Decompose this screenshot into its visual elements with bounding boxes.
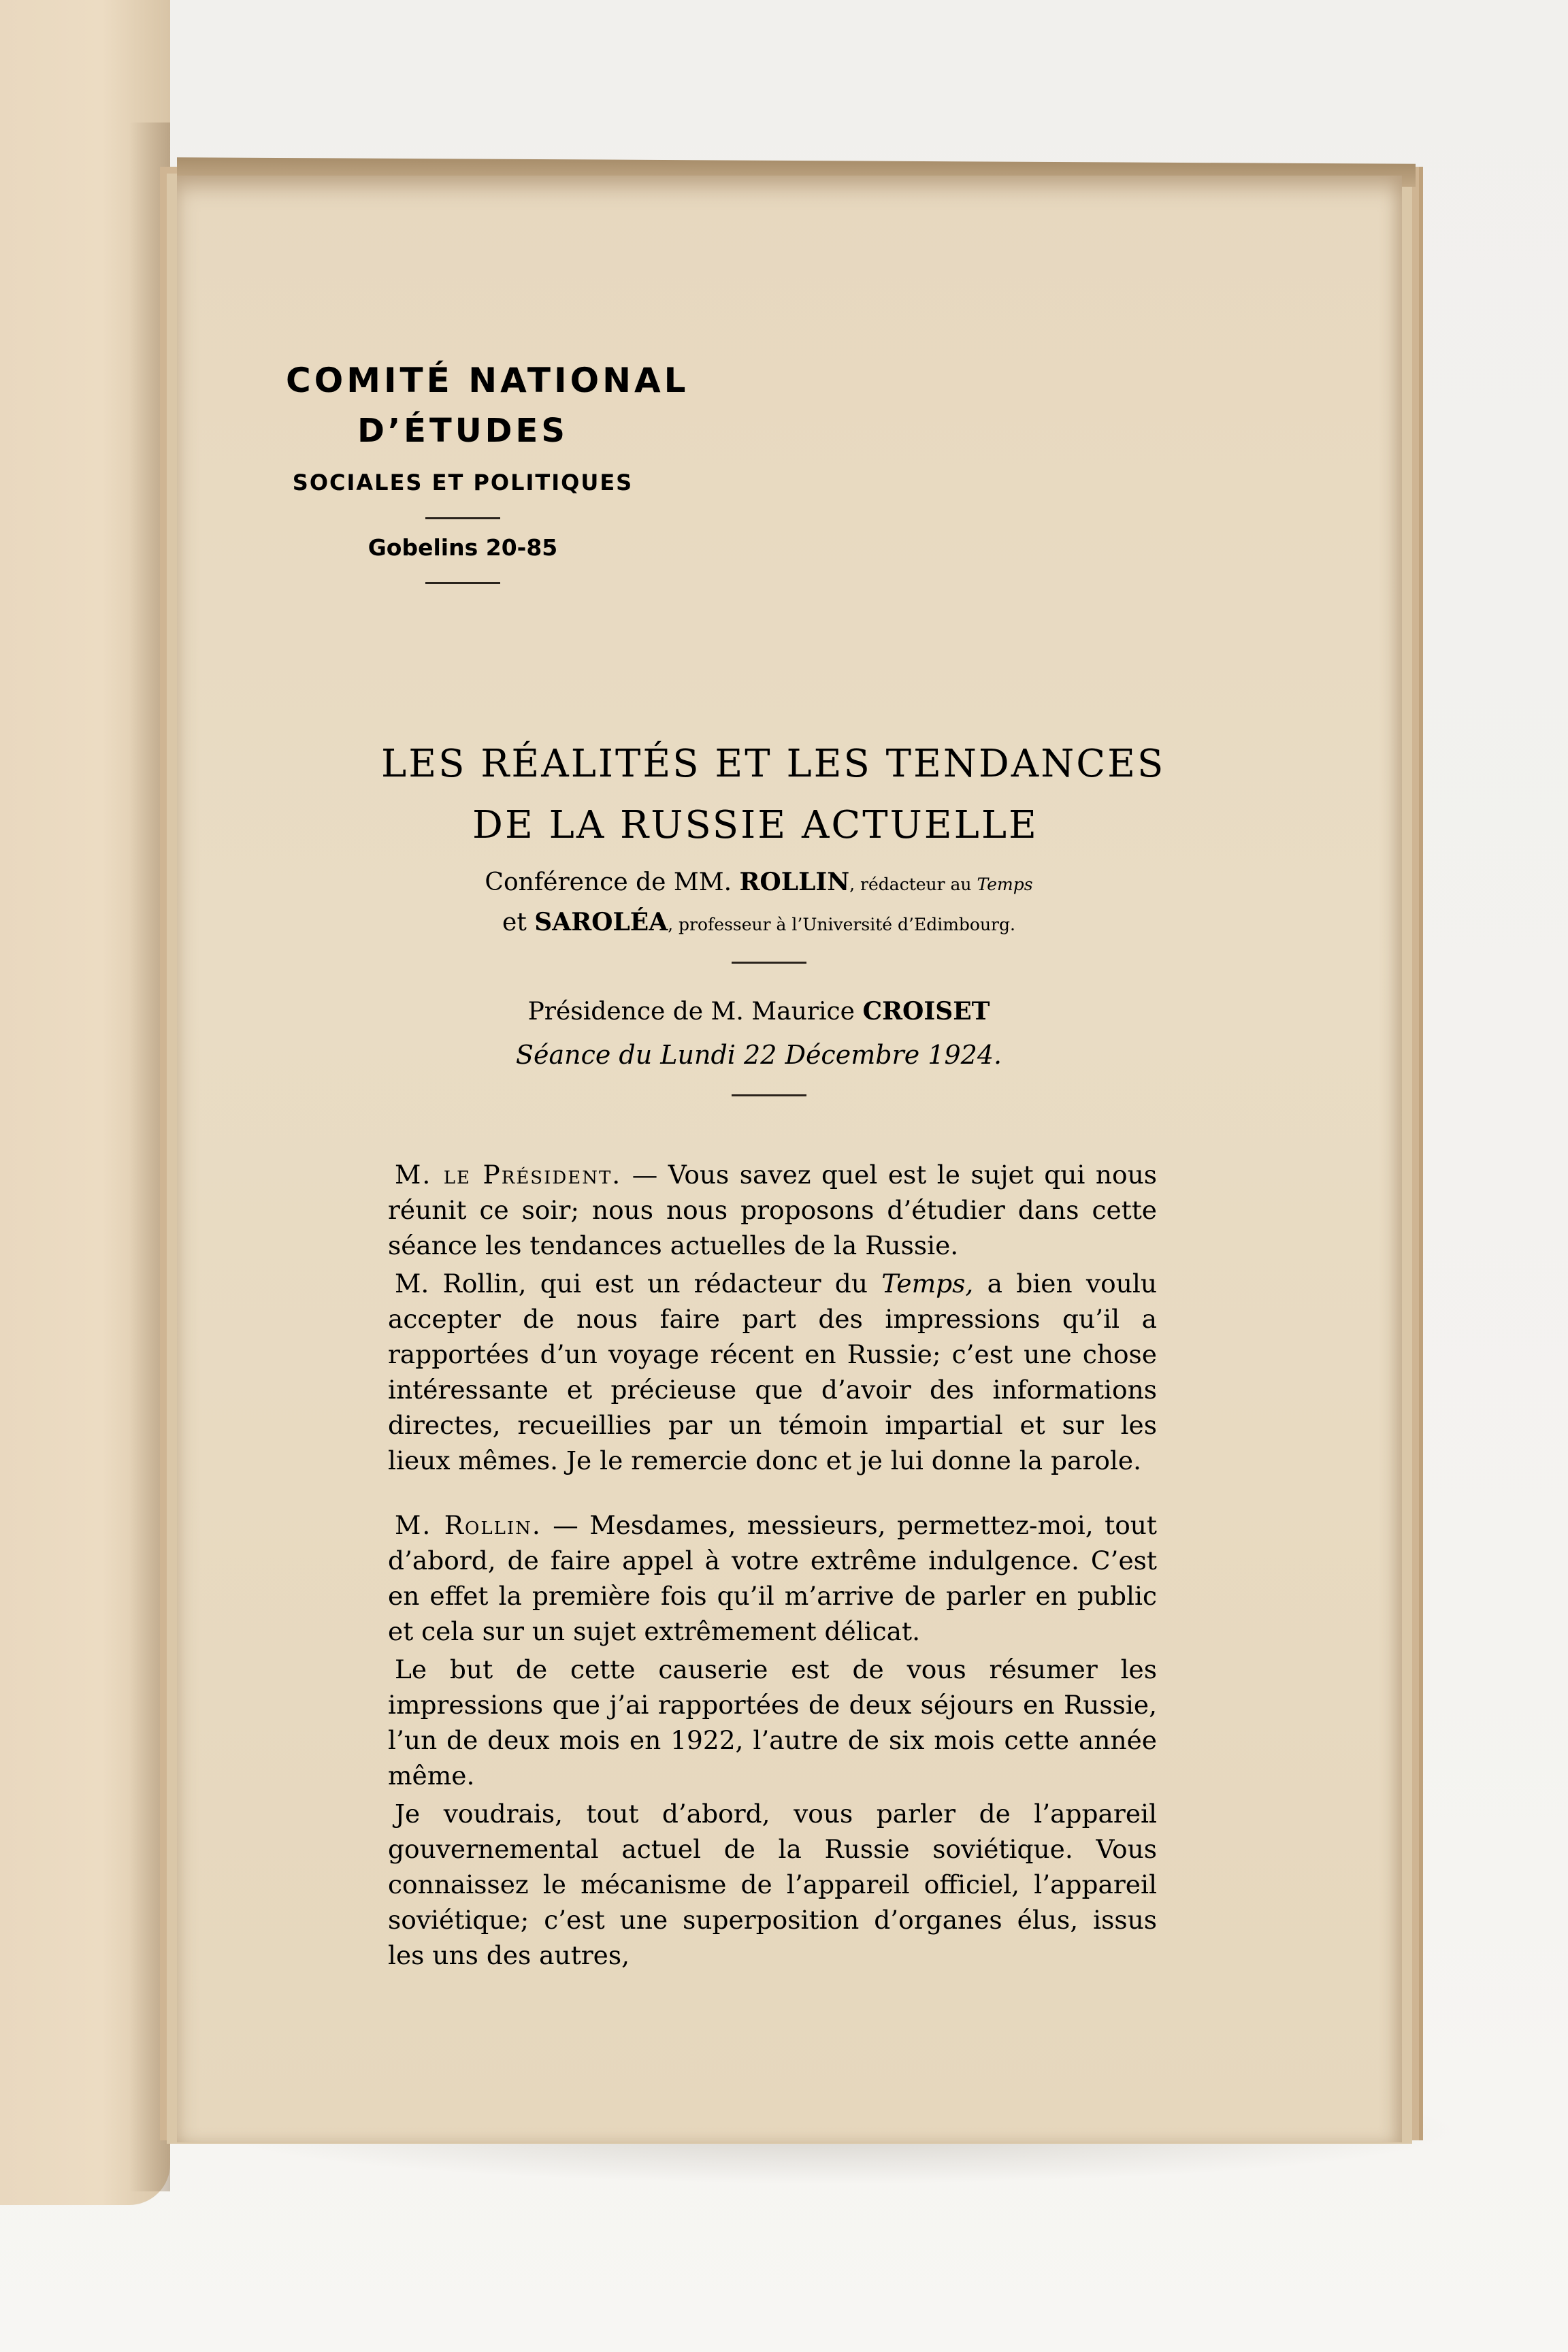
title-line1: LES RÉALITÉS ET LES TENDANCES (381, 742, 1166, 786)
presidence (381, 997, 1137, 1026)
speaker2-role: , professeur à l’Université d’Edimbourg. (668, 915, 1015, 934)
paragraph (388, 1266, 1157, 1478)
conference-line1 (381, 868, 1137, 896)
conference-prefix: Conférence de MM. (485, 868, 732, 896)
org-name-line1: COMITÉ NATIONAL (286, 361, 689, 400)
org-name-line3: SOCIALES ET POLITIQUES (292, 470, 634, 495)
paragraph-text: M. Rollin, qui est un rédacteur du (395, 1269, 882, 1298)
divider (425, 517, 500, 519)
paragraph (388, 1507, 1157, 1649)
conference-line2 (381, 908, 1137, 936)
speaker1-role: , rédacteur au (849, 875, 977, 894)
divider (732, 1094, 806, 1096)
speaker-label: M. Rollin. (395, 1510, 542, 1540)
speaker-label: M. le Président. (395, 1160, 622, 1190)
divider (425, 582, 500, 584)
speaker2-name: SAROLÉA (534, 908, 668, 936)
speaker1-paper: Temps (977, 875, 1033, 894)
paragraph-text: Le but de cette causerie est de vous résumer les impressions que j’ai rapportées de deux séjours en Russie, l’un de deux mois en 1922, l’autre de six mois cette année même. (388, 1654, 1157, 1791)
paragraph (388, 1157, 1157, 1263)
paragraph-text: Je voudrais, tout d’abord, vous parler de l’appareil gouvernemental actuel de la Russie soviétique. Vous connaissez le mécanisme de l’appareil officiel, l’appareil soviétique; c’est une superposition d’organes élus, issus les uns des autres, (388, 1799, 1157, 1970)
body-block-1 (388, 1157, 1157, 1478)
org-name-line2: D’ÉTUDES (357, 412, 568, 450)
divider (732, 962, 806, 964)
paragraph-text: — Vous savez quel est le sujet qui nous réunit ce soir; nous nous proposons d’étudier dans cette séance les tendances actuelles de la Russie. (388, 1160, 1157, 1260)
conference-and: et (502, 909, 527, 936)
speaker1-name: ROLLIN (739, 868, 850, 896)
body-block-2 (388, 1507, 1157, 1973)
title-line2: DE LA RUSSIE ACTUELLE (472, 803, 1039, 847)
phone-number: Gobelins 20-85 (368, 534, 558, 561)
paper-name: Temps, (881, 1269, 974, 1298)
paragraph-text: a bien voulu accepter de nous faire part des impressions qu’il a rapportées d’un voyage récent en Russie; c’est une chose intéressante et précieuse que d’avoir des informations directes, recueillies par un témoin impartial et sur les lieux mêmes. Je le remercie donc et je lui donne la parole. (388, 1269, 1157, 1475)
paragraph-text: — Mesdames, messieurs, permettez-moi, tout d’abord, de faire appel à votre extrême indulgence. C’est en effet la première fois qu’il m’arrive de parler en public et cela sur un sujet extrêmement délicat. (388, 1510, 1157, 1646)
presidence-prefix: Présidence de M. Maurice (527, 998, 855, 1026)
president-name: CROISET (862, 997, 990, 1026)
paragraph (388, 1796, 1157, 1973)
paragraph (388, 1652, 1157, 1793)
seance-date: Séance du Lundi 22 Décembre 1924. (515, 1040, 1002, 1070)
